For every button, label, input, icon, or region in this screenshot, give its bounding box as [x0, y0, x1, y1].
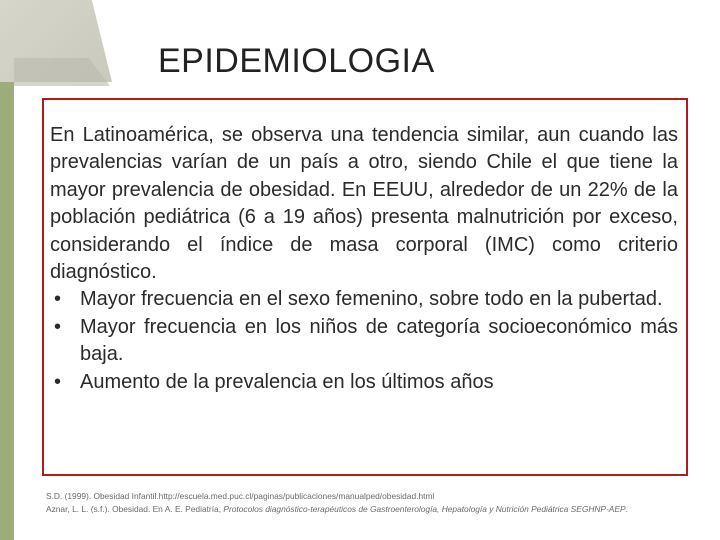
- references: [46, 490, 706, 516]
- bullet-text: Mayor frecuencia en el sexo femenino, sobre todo en la pubertad.: [80, 288, 663, 311]
- slide-title: EPIDEMIOLOGIA: [158, 42, 435, 80]
- bullet-text: Aumento de la prevalencia en los últimos años: [80, 370, 494, 393]
- bullet-icon: •: [54, 315, 62, 338]
- bullet-list: [50, 286, 678, 396]
- bullet-icon: •: [54, 370, 62, 393]
- bullet-item: [50, 286, 678, 313]
- reference-2-start: Aznar, L. L. (s.f.). Obesidad. En A. E. Pediatría,: [46, 504, 224, 514]
- reference-2-book-title: Protocolos diagnóstico-terapéuticos de Gastroenterología, Hepatología y Nutrición Pediátrica SEGHNP-AEP: [223, 504, 626, 514]
- reference-1: [46, 490, 706, 503]
- bullet-item: [50, 369, 678, 396]
- reference-2: [46, 503, 706, 516]
- reference-2-end: .: [625, 504, 628, 514]
- intro-paragraph: En Latinoamérica, se observa una tendencia similar, aun cuando las prevalencias varían de un país a otro, siendo Chile el que tiene la mayor prevalencia de obesidad. En EEUU, alrededor de un 22% de la población pediátrica (6 a 19 años) presenta malnutrición por exceso, considerando el índice de masa corporal (IMC) como criterio diagnóstico.: [50, 124, 678, 284]
- content-box: [42, 98, 688, 476]
- reference-1-text: S.D. (1999). Obesidad Infantil.http://escuela.med.puc.cl/paginas/publicaciones/manualped/obesidad.html: [46, 491, 435, 501]
- bullet-icon: •: [54, 288, 62, 311]
- bullet-text: Mayor frecuencia en los niños de categoría socioeconómico más baja.: [80, 315, 678, 366]
- bullet-item: [50, 314, 678, 369]
